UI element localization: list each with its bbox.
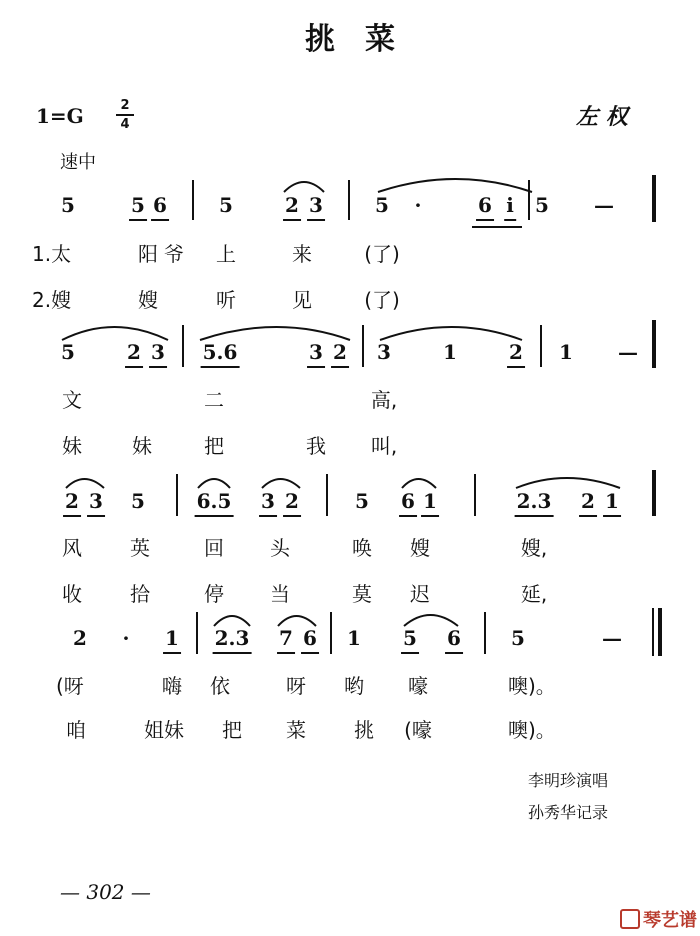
meter-denominator: 4	[120, 117, 130, 132]
note: 6	[153, 193, 167, 217]
note: 3	[377, 340, 391, 364]
note: 5	[375, 193, 389, 217]
watermark-text: 琴艺谱	[643, 910, 697, 931]
note: 6	[478, 193, 492, 217]
note: 1	[423, 489, 437, 513]
lyric: 当	[270, 582, 290, 606]
lyric: 嫂,	[520, 536, 548, 560]
note: 1	[559, 340, 573, 364]
lyric: 把	[222, 718, 242, 742]
page-number: — 302 —	[60, 880, 151, 904]
lyric: 咱	[66, 718, 86, 742]
lyric: 收	[62, 582, 82, 606]
note: 3	[261, 489, 275, 513]
lyric: 高,	[370, 388, 398, 412]
slur	[278, 616, 316, 626]
note: 5	[131, 193, 145, 217]
note: 2	[73, 626, 87, 650]
note: 2.3	[516, 489, 552, 513]
slur	[62, 327, 168, 340]
note: 5	[403, 626, 417, 650]
dot: ·	[122, 626, 130, 650]
lyric: 2.嫂	[32, 288, 72, 312]
slur	[380, 327, 522, 340]
lyric: (了)	[364, 288, 400, 312]
barline	[326, 474, 328, 516]
note: 6.5	[196, 489, 232, 513]
lyric: 嫂	[410, 536, 430, 560]
barline	[652, 175, 656, 222]
barline	[652, 470, 656, 516]
barline	[348, 180, 350, 220]
note: 2	[285, 489, 299, 513]
dot: ·	[414, 193, 422, 217]
slur	[284, 182, 324, 192]
note: 5	[535, 193, 549, 217]
lyric: 妹	[132, 434, 152, 458]
barline	[474, 474, 476, 516]
barline	[528, 180, 530, 220]
barline	[362, 325, 364, 367]
note: 6	[447, 626, 461, 650]
note: 5	[355, 489, 369, 513]
lyric: 风	[62, 536, 82, 560]
slur	[66, 479, 104, 488]
lyric: 停	[204, 582, 224, 606]
slur	[198, 479, 230, 488]
note: 2	[285, 193, 299, 217]
key-signature: 1=G	[36, 104, 84, 128]
lyric: 见	[292, 288, 312, 312]
lyric: 迟	[410, 582, 430, 606]
lyric: 呀	[286, 674, 306, 698]
note: 1	[347, 626, 361, 650]
dash: —	[594, 193, 614, 217]
note: 2.3	[214, 626, 250, 650]
lyric: 二	[204, 388, 224, 412]
slur	[378, 179, 532, 192]
lyric: 叫,	[370, 434, 398, 458]
lyric: 延,	[520, 582, 548, 606]
lyric: 我	[306, 434, 326, 458]
lyric: 文	[62, 388, 82, 412]
note: 5	[131, 489, 145, 513]
note: 5.6	[202, 340, 238, 364]
slur	[402, 479, 436, 488]
lyric: 上	[216, 242, 236, 266]
barline	[540, 325, 542, 367]
lyric: 依	[210, 674, 230, 698]
final-barline	[658, 608, 662, 656]
barline	[182, 325, 184, 367]
note: 2	[127, 340, 141, 364]
lyric: 拾	[130, 582, 150, 606]
note: 7	[279, 626, 293, 650]
barline	[652, 608, 654, 656]
lyric: 噢)。	[508, 718, 556, 742]
lyric: 回	[204, 536, 224, 560]
slur	[214, 616, 250, 626]
lyric: 来	[292, 242, 312, 266]
note: 5	[219, 193, 233, 217]
lyric: 莫	[352, 582, 372, 606]
barline	[176, 474, 178, 516]
barline	[484, 612, 486, 654]
barline	[192, 180, 194, 220]
note: 3	[89, 489, 103, 513]
barline	[330, 612, 332, 654]
note: 5	[61, 193, 75, 217]
note: 5	[61, 340, 75, 364]
lyric: 唤	[352, 536, 372, 560]
note: 2	[333, 340, 347, 364]
lyric: (了)	[364, 242, 400, 266]
lyric: 听	[216, 288, 236, 312]
lyric: 头	[270, 536, 290, 560]
lyric: 菜	[286, 718, 306, 742]
lyric: 阳	[138, 242, 158, 266]
note: 2	[581, 489, 595, 513]
song-title: 挑 菜	[305, 22, 395, 57]
note: 1	[443, 340, 457, 364]
note: 2	[65, 489, 79, 513]
note: 6	[401, 489, 415, 513]
lyric: 爷	[164, 242, 184, 266]
lyric: 挑	[354, 718, 374, 742]
lyric: 把	[204, 434, 224, 458]
note: 2	[509, 340, 523, 364]
lyric: 1.太	[32, 242, 72, 266]
watermark	[620, 906, 697, 932]
recorder-credit: 孙秀华记录	[528, 803, 609, 822]
lyric: 哟	[344, 674, 364, 698]
note: 1	[165, 626, 179, 650]
watermark-logo-icon	[620, 909, 640, 929]
underline	[472, 226, 522, 228]
note: 3	[309, 193, 323, 217]
singer-credit: 李明珍演唱	[528, 771, 609, 790]
slur	[404, 615, 458, 626]
dash: —	[618, 340, 638, 364]
lyric: (嚎	[404, 718, 432, 742]
slur	[200, 327, 350, 340]
time-signature	[116, 98, 134, 132]
lyric: 姐妹	[144, 718, 184, 742]
barline	[652, 320, 656, 368]
composer-region: 左 权	[576, 104, 628, 130]
lyric: 嫂	[138, 288, 158, 312]
lyric: (呀	[56, 674, 84, 698]
note: 3	[309, 340, 323, 364]
lyric: 噢)。	[508, 674, 556, 698]
lyric: 英	[130, 536, 150, 560]
note: 1	[605, 489, 619, 513]
slur	[262, 479, 300, 488]
meter-numerator: 2	[120, 98, 130, 113]
note: 5	[511, 626, 525, 650]
tempo-marking: 速中	[60, 152, 96, 173]
note: 6	[303, 626, 317, 650]
slur	[516, 478, 620, 488]
note: i	[506, 193, 514, 217]
barline	[196, 612, 198, 654]
lyric: 妹	[62, 434, 82, 458]
dash: —	[602, 626, 622, 650]
lyric: 嗨	[162, 674, 182, 698]
note: 3	[151, 340, 165, 364]
lyric: 嚎	[408, 674, 428, 698]
